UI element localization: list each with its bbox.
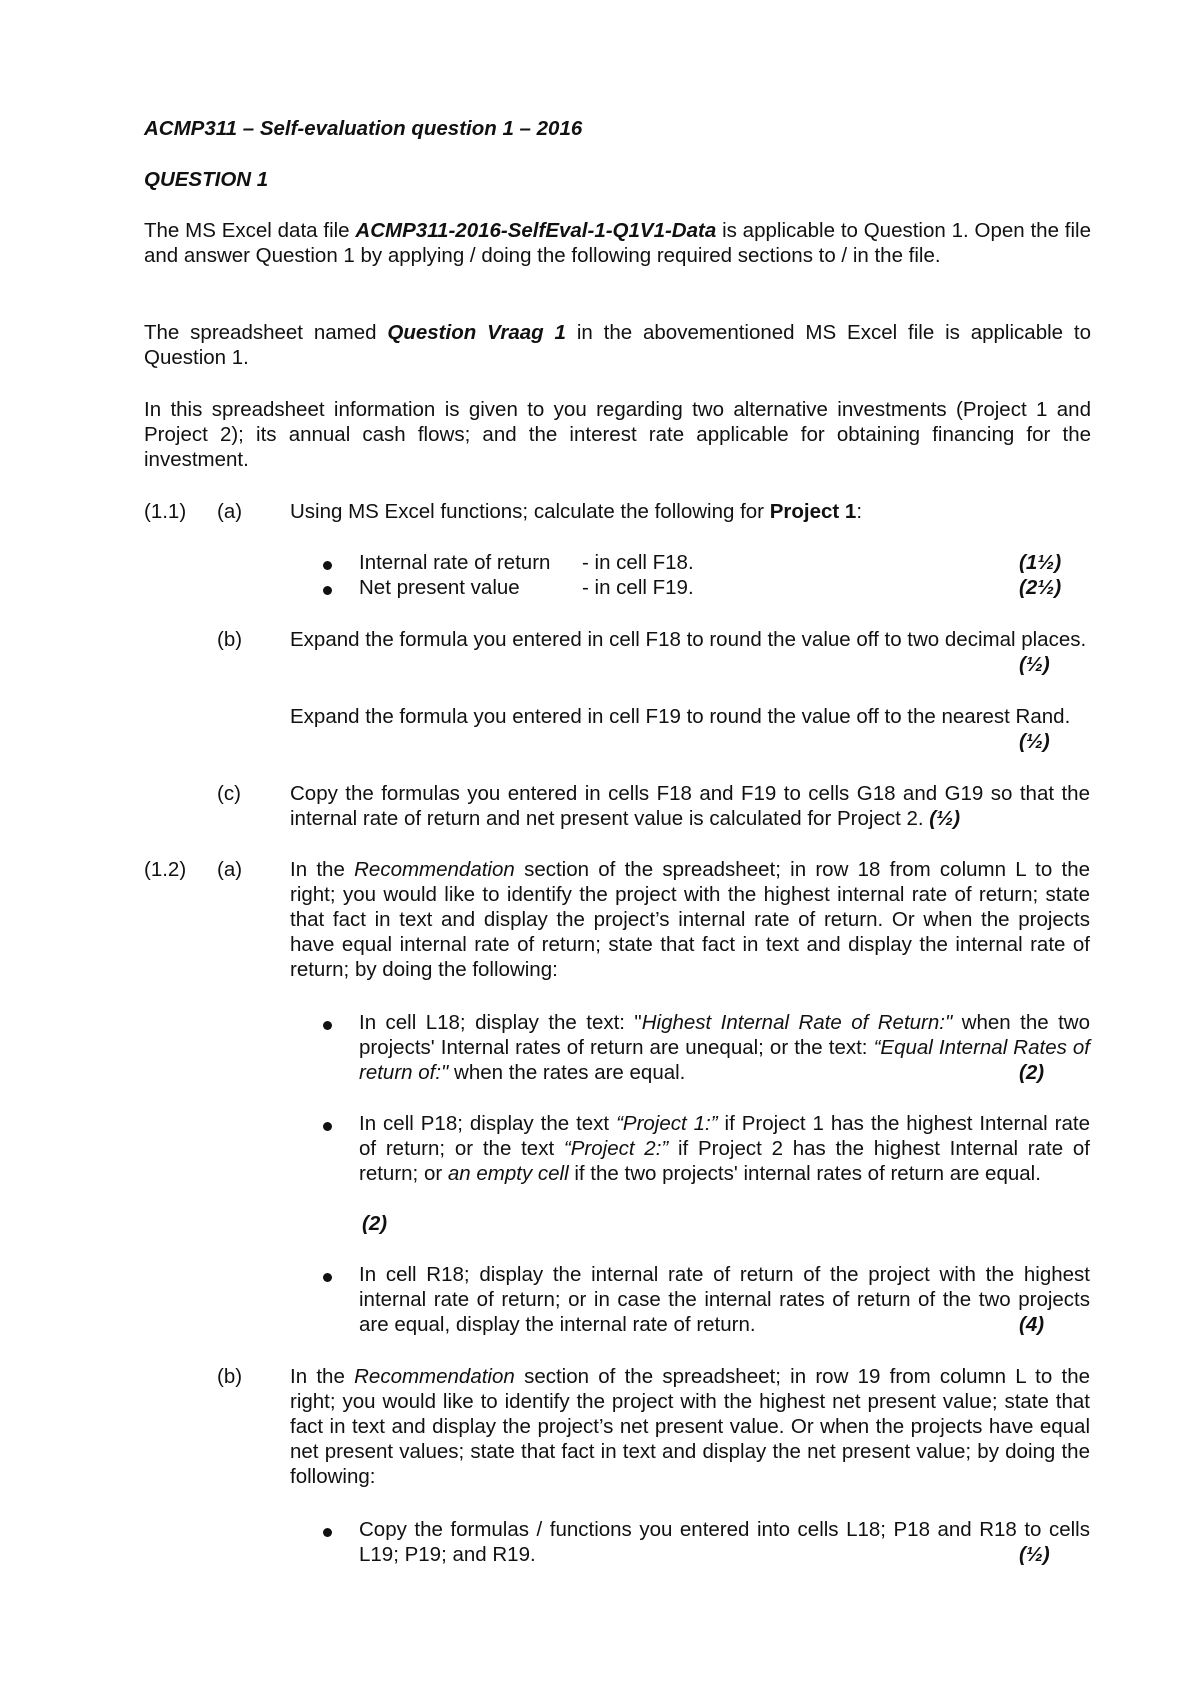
bullet-p18-text-2: “Project 1:” bbox=[616, 1112, 718, 1135]
part-1-1-c-text: Copy the formulas you entered in cells F18 and F19 to cells G18 and G19 so that the internal rate of return and net present value is calculated for Project 2. bbox=[290, 782, 1090, 830]
part-1-2-a-paragraph bbox=[290, 857, 1090, 982]
bullet-p18-text-1: In cell P18; display the text bbox=[359, 1112, 610, 1135]
bullet-npv-label: Net present value bbox=[359, 576, 520, 599]
intro-p2-text-b: in the abovementioned MS Excel file is applicable to Question 1. bbox=[144, 321, 1091, 369]
marks-l18: (2) bbox=[1019, 1061, 1045, 1084]
intro-p2-text-a: The spreadsheet named bbox=[144, 321, 377, 344]
marks-1-1-b-1: (½) bbox=[1019, 653, 1050, 676]
bullet-l18-text-1: In cell L18; display the text: " bbox=[359, 1011, 642, 1034]
recommendation-term: Recommendation bbox=[354, 858, 515, 881]
marks-r18: (4) bbox=[1019, 1313, 1045, 1336]
question-heading: QUESTION 1 bbox=[144, 168, 269, 191]
part-letter-1-2-a: (a) bbox=[217, 858, 243, 881]
bullet-l18-text-4: “Equal Internal Rates of return of:" bbox=[359, 1036, 1090, 1084]
part-1-2-b-paragraph bbox=[290, 1364, 1090, 1489]
part-1-1-b-paragraph-1: Expand the formula you entered in cell F18 to round the value off to two decimal places. bbox=[290, 628, 1087, 651]
intro-p1-text-b: is applicable to Question 1. Open the file and answer Question 1 by applying / doing the following required sections to / in the file. bbox=[144, 219, 1092, 267]
part-1-1-c-paragraph bbox=[290, 781, 1090, 831]
intro-paragraph-2 bbox=[144, 320, 1091, 370]
part-1-1-a-instruction bbox=[290, 499, 1090, 524]
bullet-icon bbox=[323, 1021, 332, 1030]
part-1-2-b-text-a: In the bbox=[290, 1365, 345, 1388]
marks-p18: (2) bbox=[362, 1212, 388, 1235]
bullet-icon bbox=[323, 1122, 332, 1131]
marks-1-1-b-2: (½) bbox=[1019, 730, 1050, 753]
bullet-l18-text-2: Highest Internal Rate of Return:" bbox=[641, 1011, 953, 1034]
part-letter-1-1-c: (c) bbox=[217, 782, 241, 805]
intro-paragraph-1 bbox=[144, 218, 1091, 268]
bullet-irr-label: Internal rate of return bbox=[359, 551, 551, 574]
document-title: ACMP311 – Self-evaluation question 1 – 2016 bbox=[144, 117, 583, 140]
part-1-1-b-paragraph-2: Expand the formula you entered in cell F19 to round the value off to the nearest Rand. bbox=[290, 705, 1071, 728]
recommendation-term: Recommendation bbox=[354, 1365, 515, 1388]
intro-p1-text-a: The MS Excel data file bbox=[144, 219, 350, 242]
part-letter-1-1-b: (b) bbox=[217, 628, 243, 651]
bullet-icon bbox=[323, 586, 332, 595]
part-1-2-a-text-a: In the bbox=[290, 858, 345, 881]
bullet-p18-text-6: an empty cell bbox=[447, 1162, 569, 1185]
bullet-copy-formulas: Copy the formulas / functions you entered into cells L18; P18 and R18 to cells L19; P19; and R19. bbox=[359, 1518, 1090, 1566]
bullet-l18 bbox=[359, 1010, 1090, 1085]
bullet-p18-text-4: “Project 2:” bbox=[563, 1137, 669, 1160]
data-file-name: ACMP311-2016-SelfEval-1-Q1V1-Data bbox=[355, 219, 717, 242]
intro-paragraph-3: In this spreadsheet information is given to you regarding two alternative investments (Project 1 and Project 2); its annual cash flows; and the interest rate applicable for obtaining financing for the investment. bbox=[144, 398, 1091, 471]
bullet-irr-cell: - in cell F18. bbox=[582, 551, 694, 574]
bullet-p18-text-3: if Project 1 has the highest Internal rate of return; or the text bbox=[359, 1112, 1090, 1160]
bullet-icon bbox=[323, 1273, 332, 1282]
bullet-p18-text-7: if the two projects' internal rates of return are equal. bbox=[574, 1162, 1041, 1185]
part-1-2-b-text-b: section of the spreadsheet; in row 19 from column L to the right; you would like to identify the project with the highest net present value; state that fact in text and display the project’s net present value. Or when the projects have equal net present values; state that fact in text and display the net present value; by doing the following: bbox=[290, 1365, 1091, 1488]
bullet-icon bbox=[323, 1528, 332, 1537]
question-number-1-2: (1.2) bbox=[144, 858, 187, 881]
bullet-npv-cell: - in cell F19. bbox=[582, 576, 694, 599]
marks-irr: (1½) bbox=[1019, 551, 1062, 574]
marks-1-1-c: (½) bbox=[929, 807, 961, 830]
part-letter-1-1-a: (a) bbox=[217, 500, 243, 523]
project-1-label: Project 1 bbox=[769, 500, 857, 523]
question-number-1-1: (1.1) bbox=[144, 500, 187, 523]
bullet-icon bbox=[323, 561, 332, 570]
bullet-p18 bbox=[359, 1111, 1090, 1186]
bullet-l18-text-5: when the rates are equal. bbox=[454, 1061, 686, 1084]
part-1-1-a-colon: : bbox=[856, 500, 863, 523]
spreadsheet-name: Question Vraag 1 bbox=[387, 321, 566, 344]
marks-copy-formulas: (½) bbox=[1019, 1543, 1050, 1566]
part-letter-1-2-b: (b) bbox=[217, 1365, 243, 1388]
bullet-p18-text-5: if Project 2 has the highest Internal rate of return; or bbox=[359, 1137, 1090, 1185]
bullet-l18-text-3: when the two projects' Internal rates of return are unequal; or the text: bbox=[359, 1011, 1090, 1059]
part-1-2-a-text-b: section of the spreadsheet; in row 18 from column L to the right; you would like to identify the project with the highest internal rate of return; state that fact in text and display the project’s internal rate of return. Or when the projects have equal internal rate of return; state that fact in text and display the internal rate of return; by doing the following: bbox=[290, 858, 1091, 981]
part-1-1-a-text: Using MS Excel functions; calculate the following for bbox=[290, 500, 765, 523]
bullet-r18: In cell R18; display the internal rate of return of the project with the highest internal rate of return; or in case the internal rates of return of the two projects are equal, display the internal rate of return. bbox=[359, 1263, 1090, 1336]
marks-npv: (2½) bbox=[1019, 576, 1062, 599]
